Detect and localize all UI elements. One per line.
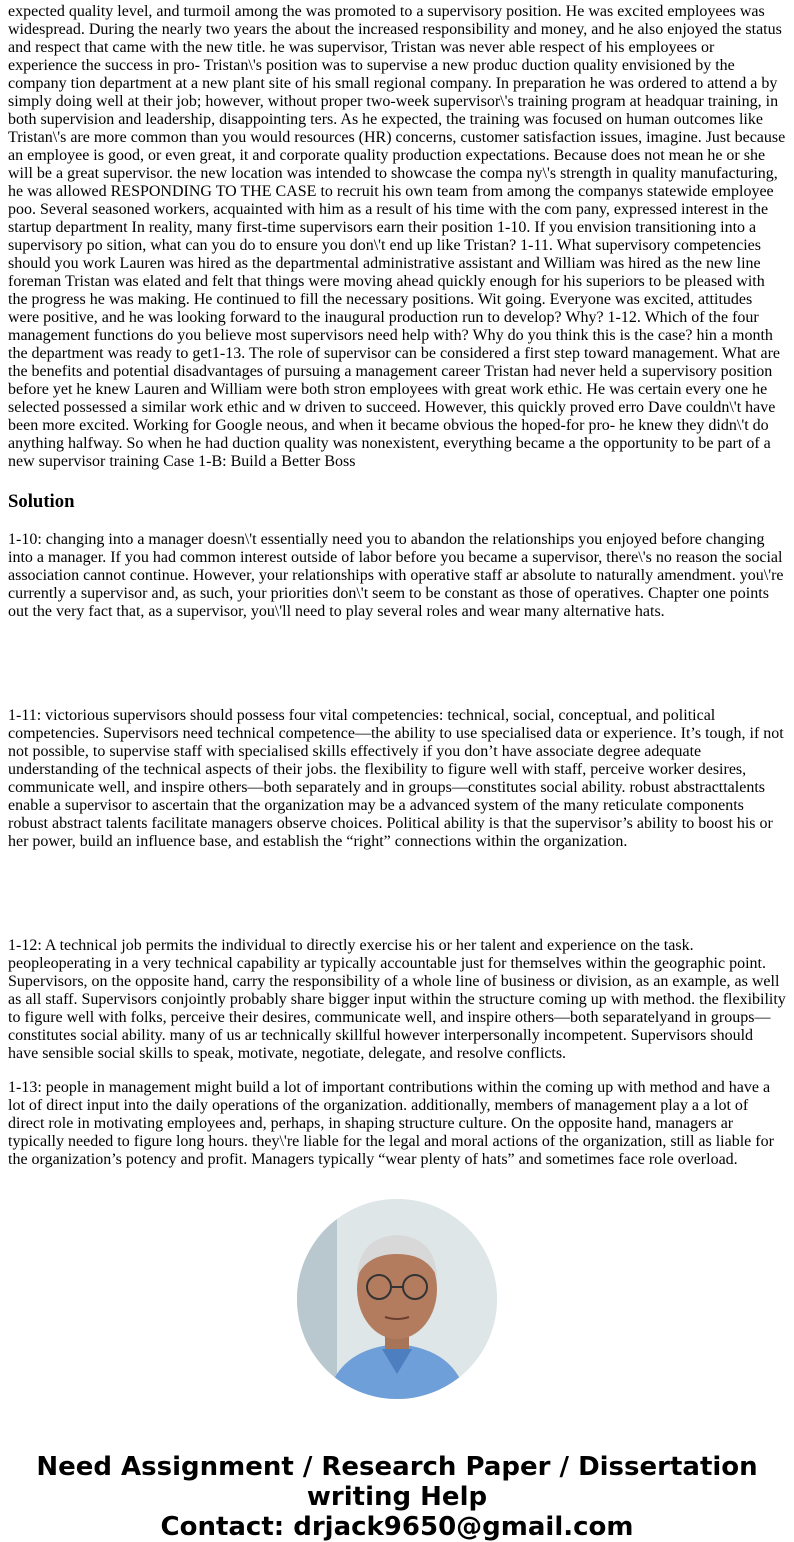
case-text: expected quality level, and turmoil among the was promoted to a supervisory position. He was excited employees was widespread. During the nearly two years the about the increased responsibility and money, and he also enjoyed the status and respect that came with the new title. he was supervisor, Tristan was never able respect of his employees or experience the success in pro- Tristan\'s position was to supervise a new produc duction quality envisioned by the company tion department at a new plant site of his small regional company. In preparation he was ordered to attend a by simply doing well at their job; however, without proper two-week supervisor\'s training program at headquar training, in both supervision and leadership, disappointing ters. As he expected, the training was focused on human outcomes like Tristan\'s are more common than you would resources (HR) concerns, customer satisfaction issues, imagine. Just because an employee is good, or even great, it and corporate quality production expectations. Because does not mean he or she will be a great supervisor. the new location was intended to showcase the compa ny\'s strength in quality manufacturing, he was allowed RESPONDING TO THE CASE to recruit his own team from among the companys statewide employee poo. Several seasoned workers, acquainted with him as a result of his time with the com pany, expressed interest in the startup department In reality, many first-time supervisors earn their position 1-10. If you envision transitioning into a supervisory po sition, what can you do to ensure you don\'t end up like Tristan? 1-11. What supervisory competencies should you work Lauren was hired as the departmental administrative assistant and William was hired as the new line foreman Tristan was elated and felt that things were moving ahead quickly enough for his superiors to be pleased with the progress he was making. He continued to fill the necessary positions. Wit going. Everyone was excited, attitudes were positive, and he was looking forward to the inaugural production run to develop? Why? 1-12. Which of the four management functions do you believe most supervisors need help with? Why do you think this is the case? hin a month the department was ready to get1-13. The role of supervisor can be considered a first step toward management. What are the benefits and potential disadvantages of pursuing a management career Tristan had never held a supervisory position before yet he knew Lauren and William were both stron employees with great work ethic. He was certain every one he selected possessed a similar work ethic and w driven to succeed. However, this quickly proved erro Dave couldn\'t have been more excited. Working for Google neous, and when it became obvious the hoped-for pro- he knew they didn\'t do anything halfway. So when he had duction quality was nonexistent, everything became a the opportunity to be part of a new supervisor training Case 1-B: Build a Better Boss: [8, 3, 786, 470]
answer-1-10: 1-10: changing into a manager doesn\'t essentially need you to abandon the relationships you enjoyed before changing into a manager. If you had common interest outside of labor before you became a supervisor, there\'s no reason the social association cannot continue. However, your relationships with operative staff ar absolute to naturally amendment. you\'re currently a supervisor and, as such, your priorities don\'t seem to be constant as those of operatives. Chapter one points out the very fact that, as a supervisor, you\'ll need to play several roles and wear many alternative hats.: [8, 531, 784, 620]
cta-help-text: Need Assignment / Research Paper / Dissertation writing Help: [36, 1452, 758, 1512]
answer-1-13: 1-13: people in management might build a lot of important contributions within the coming up with method and have a lot of direct input into the daily operations of the organization. additionally, members of management play a a lot of direct role in motivating employees and, perhaps, in shaping structure culture. On the opposite hand, managers ar typically needed to figure long hours. they\'re liable for the legal and moral actions of the organization, still as liable for the organization’s potency and profit. Managers typically “wear plenty of hats” and sometimes face role overload.: [8, 1079, 774, 1168]
author-avatar: [297, 1199, 497, 1399]
answer-1-11: 1-11: victorious supervisors should possess four vital competencies: technical, social, conceptual, and political competencies. Supervisors need technical competence—the ability to use specialised data or experience. It’s tough, if not not possible, to supervise staff with specialised skills effectively if you don’t have associate degree adequate understanding of the technical aspects of their jobs. the flexibility to figure well with staff, perceive worker desires, communicate well, and inspire others—both separately and in groups—constitutes social ability. robust abstracttalents enable a supervisor to ascertain that the organization may be a advanced system of the many reticulate components robust abstract talents facilitate managers observe choices. Political ability is that the supervisor’s ability to boost his or her power, build an influence base, and establish the “right” connections within the organization.: [8, 707, 784, 850]
contact-banner: [8, 1452, 786, 1542]
cta-contact-email[interactable]: Contact: drjack9650@gmail.com: [160, 1512, 634, 1542]
solution-heading: Solution: [8, 491, 75, 512]
document: [0, 3, 794, 1542]
answer-1-12: 1-12: A technical job permits the individual to directly exercise his or her talent and experience on the task. peopleoperating in a very technical capability ar typically accountable just for themselves within the geographic point. Supervisors, on the opposite hand, carry the responsibility of a whole line of business or division, as an example, as well as all staff. Supervisors conjointly probably share bigger input within the structure coming up with method. the flexibility to figure well with folks, perceive their desires, communicate well, and inspire others—both separatelyand in groups—constitutes social ability. many of us ar technically skillful however interpersonally incompetent. Supervisors should have sensible social skills to speak, motivate, negotiate, delegate, and resolve conflicts.: [8, 937, 786, 1062]
